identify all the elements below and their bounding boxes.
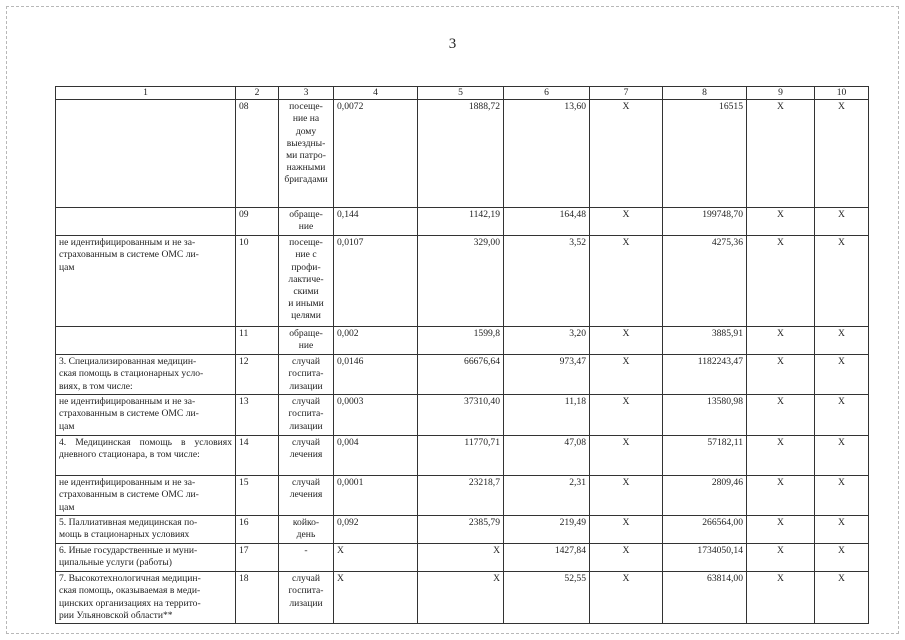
row-value-7: Х <box>590 572 663 624</box>
row-value-4: Х <box>334 572 418 624</box>
row-value-9: Х <box>747 436 815 476</box>
row-code: 17 <box>236 544 279 572</box>
row-value-6: 973,47 <box>504 355 590 395</box>
row-description: 6. Иные государственные и муни- ципальные услуги (работы) <box>56 544 236 572</box>
row-value-6: 1427,84 <box>504 544 590 572</box>
row-value-10: Х <box>815 208 869 236</box>
row-value-6: 3,20 <box>504 327 590 355</box>
table-row <box>56 355 869 395</box>
row-value-10: Х <box>815 516 869 544</box>
row-value-5: 1142,19 <box>418 208 504 236</box>
row-value-10: Х <box>815 327 869 355</box>
row-value-10: Х <box>815 355 869 395</box>
row-value-6: 13,60 <box>504 100 590 208</box>
row-value-10: Х <box>815 436 869 476</box>
row-value-8: 3885,91 <box>663 327 747 355</box>
row-value-9: Х <box>747 355 815 395</box>
row-value-4: 0,144 <box>334 208 418 236</box>
row-code: 18 <box>236 572 279 624</box>
table-row <box>56 236 869 327</box>
row-value-9: Х <box>747 572 815 624</box>
row-value-8: 266564,00 <box>663 516 747 544</box>
row-value-7: Х <box>590 236 663 327</box>
row-unit: посеще- ние с профи- лактиче- скими и иными целями <box>279 236 334 327</box>
row-value-5: 23218,7 <box>418 476 504 516</box>
row-description <box>56 100 236 208</box>
row-value-6: 47,08 <box>504 436 590 476</box>
row-value-7: Х <box>590 208 663 236</box>
table-row <box>56 208 869 236</box>
row-code: 09 <box>236 208 279 236</box>
row-value-4: 0,0003 <box>334 395 418 436</box>
row-value-5: 2385,79 <box>418 516 504 544</box>
row-value-8: 4275,36 <box>663 236 747 327</box>
row-code: 16 <box>236 516 279 544</box>
row-value-7: Х <box>590 327 663 355</box>
row-code: 14 <box>236 436 279 476</box>
column-header: 7 <box>590 87 663 100</box>
row-description: не идентифицированным и не за- страхованным в системе ОМС ли- цам <box>56 476 236 516</box>
row-unit: случай лечения <box>279 476 334 516</box>
row-unit: случай госпита- лизации <box>279 395 334 436</box>
row-value-4: 0,0001 <box>334 476 418 516</box>
row-value-5: 66676,64 <box>418 355 504 395</box>
table-row <box>56 476 869 516</box>
row-value-9: Х <box>747 327 815 355</box>
column-header: 8 <box>663 87 747 100</box>
row-value-9: Х <box>747 516 815 544</box>
row-value-5: 1599,8 <box>418 327 504 355</box>
row-value-6: 164,48 <box>504 208 590 236</box>
row-value-4: 0,092 <box>334 516 418 544</box>
row-description <box>56 208 236 236</box>
row-unit: случай госпита- лизации <box>279 572 334 624</box>
row-description: 7. Высокотехнологичная медицин- ская помощь, оказываемая в меди- цинских организациях на террито- рии Ульяновской области** <box>56 572 236 624</box>
row-code: 10 <box>236 236 279 327</box>
row-description <box>56 327 236 355</box>
row-value-8: 1734050,14 <box>663 544 747 572</box>
row-code: 13 <box>236 395 279 436</box>
table-body <box>56 100 869 624</box>
row-value-8: 199748,70 <box>663 208 747 236</box>
row-value-10: Х <box>815 395 869 436</box>
row-value-6: 3,52 <box>504 236 590 327</box>
row-description: 3. Специализированная медицин- ская помощь в стационарных усло- виях, в том числе: <box>56 355 236 395</box>
row-unit: обраще- ние <box>279 208 334 236</box>
row-value-8: 16515 <box>663 100 747 208</box>
row-code: 12 <box>236 355 279 395</box>
row-value-6: 11,18 <box>504 395 590 436</box>
row-value-10: Х <box>815 100 869 208</box>
row-value-4: 0,004 <box>334 436 418 476</box>
page-number: 3 <box>448 36 457 52</box>
row-description: не идентифицированным и не за- страхованным в системе ОМС ли- цам <box>56 395 236 436</box>
row-value-8: 2809,46 <box>663 476 747 516</box>
row-value-5: Х <box>418 572 504 624</box>
row-value-9: Х <box>747 208 815 236</box>
row-value-4: Х <box>334 544 418 572</box>
row-value-4: 0,0146 <box>334 355 418 395</box>
row-unit: - <box>279 544 334 572</box>
column-header: 3 <box>279 87 334 100</box>
row-value-7: Х <box>590 544 663 572</box>
column-header: 5 <box>418 87 504 100</box>
table-header-row <box>56 87 869 100</box>
row-description: не идентифицированным и не за- страхованным в системе ОМС ли- цам <box>56 236 236 327</box>
column-header: 6 <box>504 87 590 100</box>
row-value-9: Х <box>747 395 815 436</box>
row-value-7: Х <box>590 355 663 395</box>
row-value-5: 11770,71 <box>418 436 504 476</box>
row-code: 08 <box>236 100 279 208</box>
row-value-9: Х <box>747 100 815 208</box>
table-row <box>56 327 869 355</box>
table-row <box>56 516 869 544</box>
row-value-9: Х <box>747 544 815 572</box>
row-value-9: Х <box>747 476 815 516</box>
row-value-7: Х <box>590 436 663 476</box>
row-value-8: 63814,00 <box>663 572 747 624</box>
row-value-4: 0,0072 <box>334 100 418 208</box>
row-value-7: Х <box>590 100 663 208</box>
row-value-8: 1182243,47 <box>663 355 747 395</box>
row-value-5: 37310,40 <box>418 395 504 436</box>
row-value-4: 0,002 <box>334 327 418 355</box>
row-value-4: 0,0107 <box>334 236 418 327</box>
row-value-8: 57182,11 <box>663 436 747 476</box>
row-value-10: Х <box>815 476 869 516</box>
table-row <box>56 572 869 624</box>
row-code: 11 <box>236 327 279 355</box>
row-value-6: 52,55 <box>504 572 590 624</box>
row-value-5: Х <box>418 544 504 572</box>
row-description: 4. Медицинская помощь в условиях дневного стационара, в том числе: <box>56 436 236 476</box>
table-row <box>56 395 869 436</box>
column-header: 9 <box>747 87 815 100</box>
row-value-6: 219,49 <box>504 516 590 544</box>
column-header: 4 <box>334 87 418 100</box>
row-unit: посеще- ние на дому выездны- ми патро- нажными бригадами <box>279 100 334 208</box>
row-value-6: 2,31 <box>504 476 590 516</box>
row-value-7: Х <box>590 476 663 516</box>
row-value-10: Х <box>815 236 869 327</box>
row-value-10: Х <box>815 544 869 572</box>
row-value-5: 329,00 <box>418 236 504 327</box>
table-row <box>56 436 869 476</box>
row-description: 5. Паллиативная медицинская по- мощь в стационарных условиях <box>56 516 236 544</box>
table-row <box>56 544 869 572</box>
column-header: 1 <box>56 87 236 100</box>
row-unit: случай госпита- лизации <box>279 355 334 395</box>
row-value-8: 13580,98 <box>663 395 747 436</box>
row-value-9: Х <box>747 236 815 327</box>
row-unit: койко- день <box>279 516 334 544</box>
row-unit: обраще- ние <box>279 327 334 355</box>
row-unit: случай лечения <box>279 436 334 476</box>
data-table <box>55 86 869 624</box>
column-header: 10 <box>815 87 869 100</box>
column-header: 2 <box>236 87 279 100</box>
row-value-5: 1888,72 <box>418 100 504 208</box>
table-row <box>56 100 869 208</box>
row-value-10: Х <box>815 572 869 624</box>
row-value-7: Х <box>590 395 663 436</box>
row-value-7: Х <box>590 516 663 544</box>
row-code: 15 <box>236 476 279 516</box>
